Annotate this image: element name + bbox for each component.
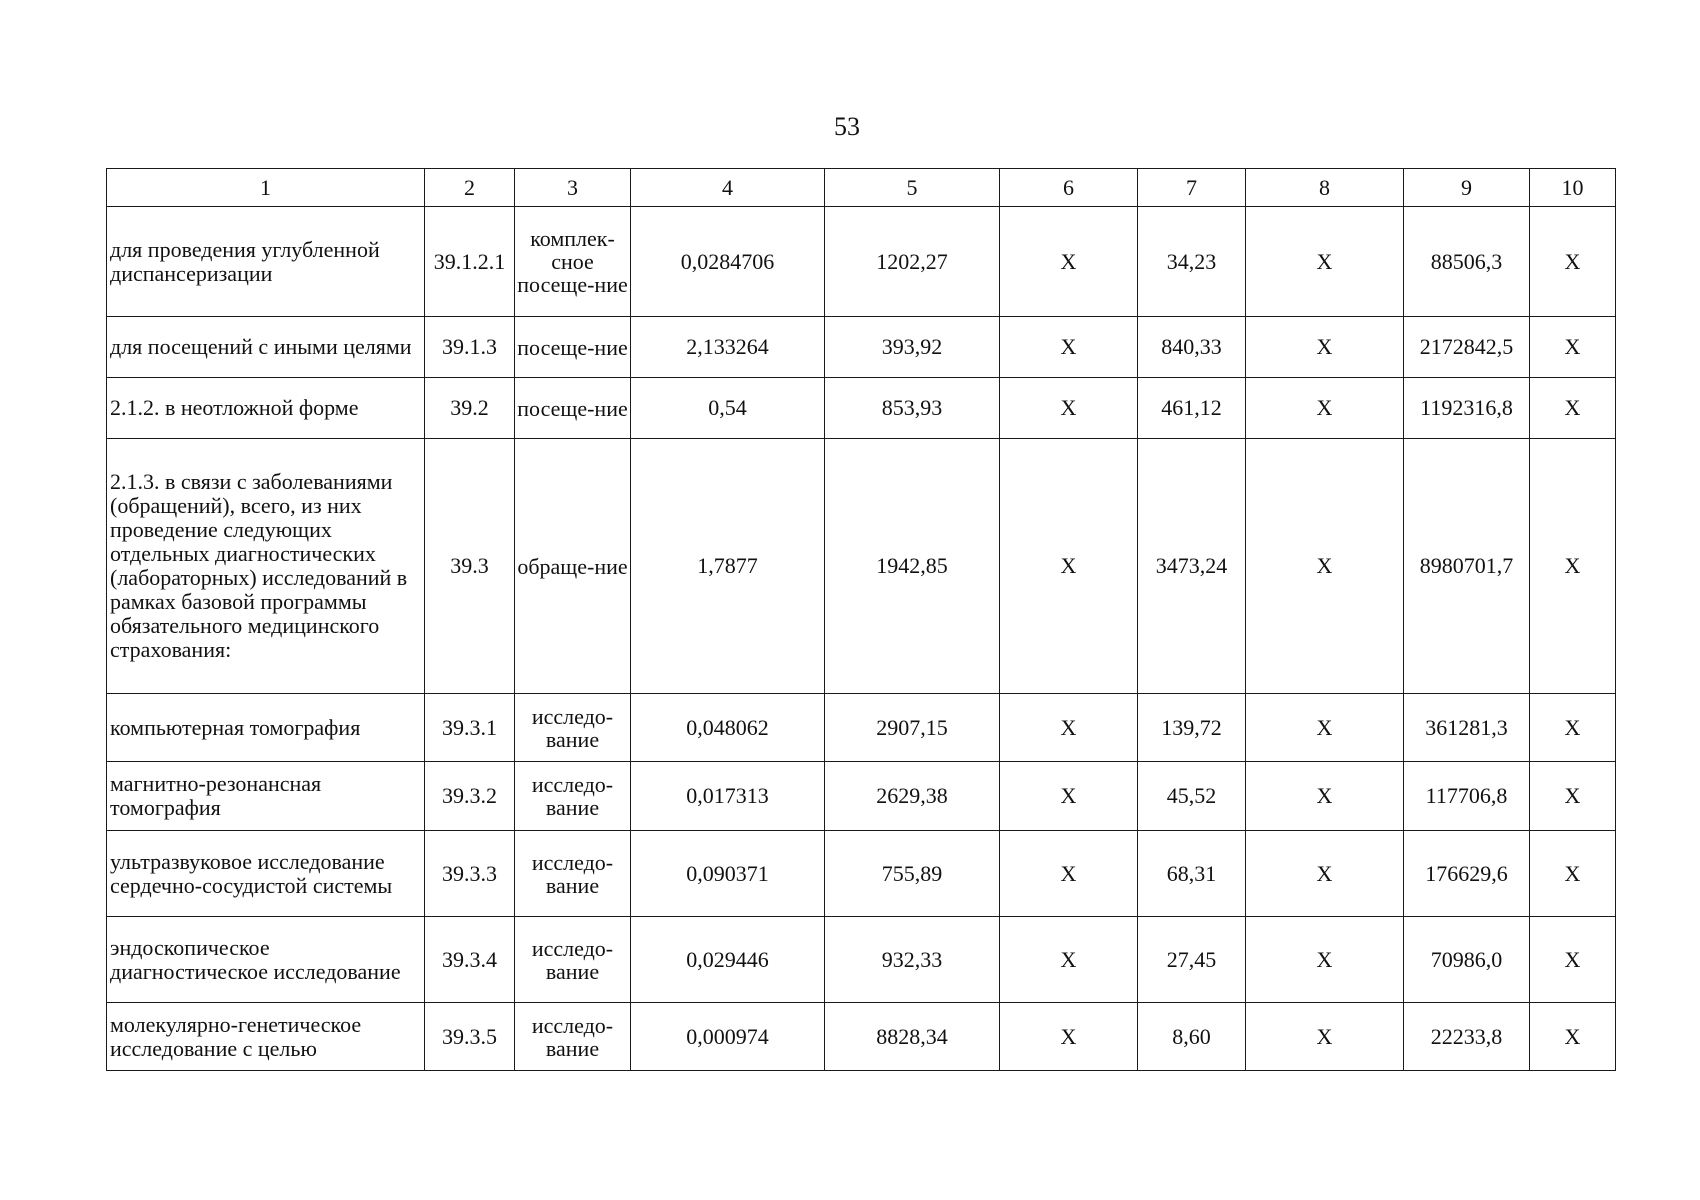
- page-number: 53: [834, 112, 860, 141]
- row-col4-cell: 0,000974: [631, 1003, 825, 1071]
- row-col4-cell: 0,0284706: [631, 207, 825, 317]
- header-cell-4: 4: [631, 169, 825, 207]
- row-col8-cell: X: [1246, 1003, 1404, 1071]
- header-cell-7: 7: [1138, 169, 1246, 207]
- row-col4-cell: 0,029446: [631, 917, 825, 1003]
- row-col4-cell: 0,017313: [631, 762, 825, 831]
- row-name-cell: для проведения углубленной диспансеризации: [107, 207, 425, 317]
- row-col10-cell: X: [1530, 207, 1616, 317]
- row-col10-cell: X: [1530, 917, 1616, 1003]
- row-col9-cell: 1192316,8: [1404, 378, 1530, 439]
- row-col8-cell: X: [1246, 762, 1404, 831]
- row-unit-cell: исследо-вание: [515, 694, 631, 762]
- row-col4-cell: 0,048062: [631, 694, 825, 762]
- row-unit-cell: посеще-ние: [515, 317, 631, 378]
- row-unit-cell: посеще-ние: [515, 378, 631, 439]
- row-name-cell: для посещений с иными целями: [107, 317, 425, 378]
- row-code-cell: 39.3.1: [425, 694, 515, 762]
- row-col5-cell: 1202,27: [825, 207, 1000, 317]
- row-unit-cell: исследо-вание: [515, 762, 631, 831]
- row-col8-cell: X: [1246, 917, 1404, 1003]
- table-row: [107, 694, 1616, 762]
- row-col7-cell: 27,45: [1138, 917, 1246, 1003]
- row-col9-cell: 88506,3: [1404, 207, 1530, 317]
- table-row: [107, 378, 1616, 439]
- row-code-cell: 39.3.4: [425, 917, 515, 1003]
- row-col10-cell: X: [1530, 694, 1616, 762]
- row-col5-cell: 2907,15: [825, 694, 1000, 762]
- row-col8-cell: X: [1246, 831, 1404, 917]
- row-col9-cell: 22233,8: [1404, 1003, 1530, 1071]
- row-col6-cell: X: [1000, 439, 1138, 694]
- row-col5-cell: 1942,85: [825, 439, 1000, 694]
- row-code-cell: 39.3.3: [425, 831, 515, 917]
- row-name-cell: компьютерная томография: [107, 694, 425, 762]
- row-col6-cell: X: [1000, 207, 1138, 317]
- row-col7-cell: 139,72: [1138, 694, 1246, 762]
- row-col4-cell: 1,7877: [631, 439, 825, 694]
- row-col9-cell: 2172842,5: [1404, 317, 1530, 378]
- row-col7-cell: 840,33: [1138, 317, 1246, 378]
- header-cell-3: 3: [515, 169, 631, 207]
- table-row: [107, 917, 1616, 1003]
- table-row: [107, 317, 1616, 378]
- row-unit-cell: обраще-ние: [515, 439, 631, 694]
- row-unit-cell: исследо-вание: [515, 1003, 631, 1071]
- row-col6-cell: X: [1000, 831, 1138, 917]
- table-row: [107, 439, 1616, 694]
- row-col10-cell: X: [1530, 378, 1616, 439]
- row-col7-cell: 461,12: [1138, 378, 1246, 439]
- header-cell-6: 6: [1000, 169, 1138, 207]
- row-col5-cell: 755,89: [825, 831, 1000, 917]
- row-col9-cell: 70986,0: [1404, 917, 1530, 1003]
- row-col10-cell: X: [1530, 439, 1616, 694]
- row-col6-cell: X: [1000, 762, 1138, 831]
- row-col5-cell: 932,33: [825, 917, 1000, 1003]
- row-col9-cell: 361281,3: [1404, 694, 1530, 762]
- row-col6-cell: X: [1000, 378, 1138, 439]
- row-code-cell: 39.1.3: [425, 317, 515, 378]
- row-col7-cell: 68,31: [1138, 831, 1246, 917]
- row-col8-cell: X: [1246, 317, 1404, 378]
- header-cell-1: 1: [107, 169, 425, 207]
- row-col8-cell: X: [1246, 694, 1404, 762]
- row-col7-cell: 45,52: [1138, 762, 1246, 831]
- row-col6-cell: X: [1000, 917, 1138, 1003]
- row-col4-cell: 0,090371: [631, 831, 825, 917]
- row-col8-cell: X: [1246, 378, 1404, 439]
- row-code-cell: 39.3.2: [425, 762, 515, 831]
- table-row: [107, 1003, 1616, 1071]
- row-col7-cell: 34,23: [1138, 207, 1246, 317]
- row-name-cell: ультразвуковое исследование сердечно-сосудистой системы: [107, 831, 425, 917]
- header-cell-10: 10: [1530, 169, 1616, 207]
- table-row: [107, 762, 1616, 831]
- row-col7-cell: 3473,24: [1138, 439, 1246, 694]
- row-name-cell: 2.1.2. в неотложной форме: [107, 378, 425, 439]
- row-col9-cell: 176629,6: [1404, 831, 1530, 917]
- header-cell-8: 8: [1246, 169, 1404, 207]
- row-col8-cell: X: [1246, 439, 1404, 694]
- row-col5-cell: 2629,38: [825, 762, 1000, 831]
- row-unit-cell: исследо-вание: [515, 917, 631, 1003]
- row-col7-cell: 8,60: [1138, 1003, 1246, 1071]
- row-name-cell: магнитно-резонансная томография: [107, 762, 425, 831]
- row-col8-cell: X: [1246, 207, 1404, 317]
- table-row: [107, 207, 1616, 317]
- row-code-cell: 39.3: [425, 439, 515, 694]
- row-col5-cell: 393,92: [825, 317, 1000, 378]
- header-cell-9: 9: [1404, 169, 1530, 207]
- header-cell-2: 2: [425, 169, 515, 207]
- row-col10-cell: X: [1530, 1003, 1616, 1071]
- row-col5-cell: 8828,34: [825, 1003, 1000, 1071]
- row-code-cell: 39.3.5: [425, 1003, 515, 1071]
- row-col9-cell: 8980701,7: [1404, 439, 1530, 694]
- data-table: [106, 168, 1616, 1071]
- row-col10-cell: X: [1530, 762, 1616, 831]
- row-code-cell: 39.2: [425, 378, 515, 439]
- row-unit-cell: исследо-вание: [515, 831, 631, 917]
- header-cell-5: 5: [825, 169, 1000, 207]
- row-col10-cell: X: [1530, 831, 1616, 917]
- row-col6-cell: X: [1000, 317, 1138, 378]
- row-col4-cell: 0,54: [631, 378, 825, 439]
- row-col4-cell: 2,133264: [631, 317, 825, 378]
- row-name-cell: 2.1.3. в связи с заболеваниями (обращений), всего, из них проведение следующих отдельных диагностических (лабораторных) исследований в рамках базовой программы обязательного медицинского страхования:: [107, 439, 425, 694]
- table-row: [107, 831, 1616, 917]
- row-name-cell: эндоскопическое диагностическое исследование: [107, 917, 425, 1003]
- row-code-cell: 39.1.2.1: [425, 207, 515, 317]
- row-col10-cell: X: [1530, 317, 1616, 378]
- header-row: [107, 169, 1616, 207]
- row-unit-cell: комплек-сное посеще-ние: [515, 207, 631, 317]
- row-col9-cell: 117706,8: [1404, 762, 1530, 831]
- row-col6-cell: X: [1000, 1003, 1138, 1071]
- row-name-cell: молекулярно-генетическое исследование с целью: [107, 1003, 425, 1071]
- row-col5-cell: 853,93: [825, 378, 1000, 439]
- row-col6-cell: X: [1000, 694, 1138, 762]
